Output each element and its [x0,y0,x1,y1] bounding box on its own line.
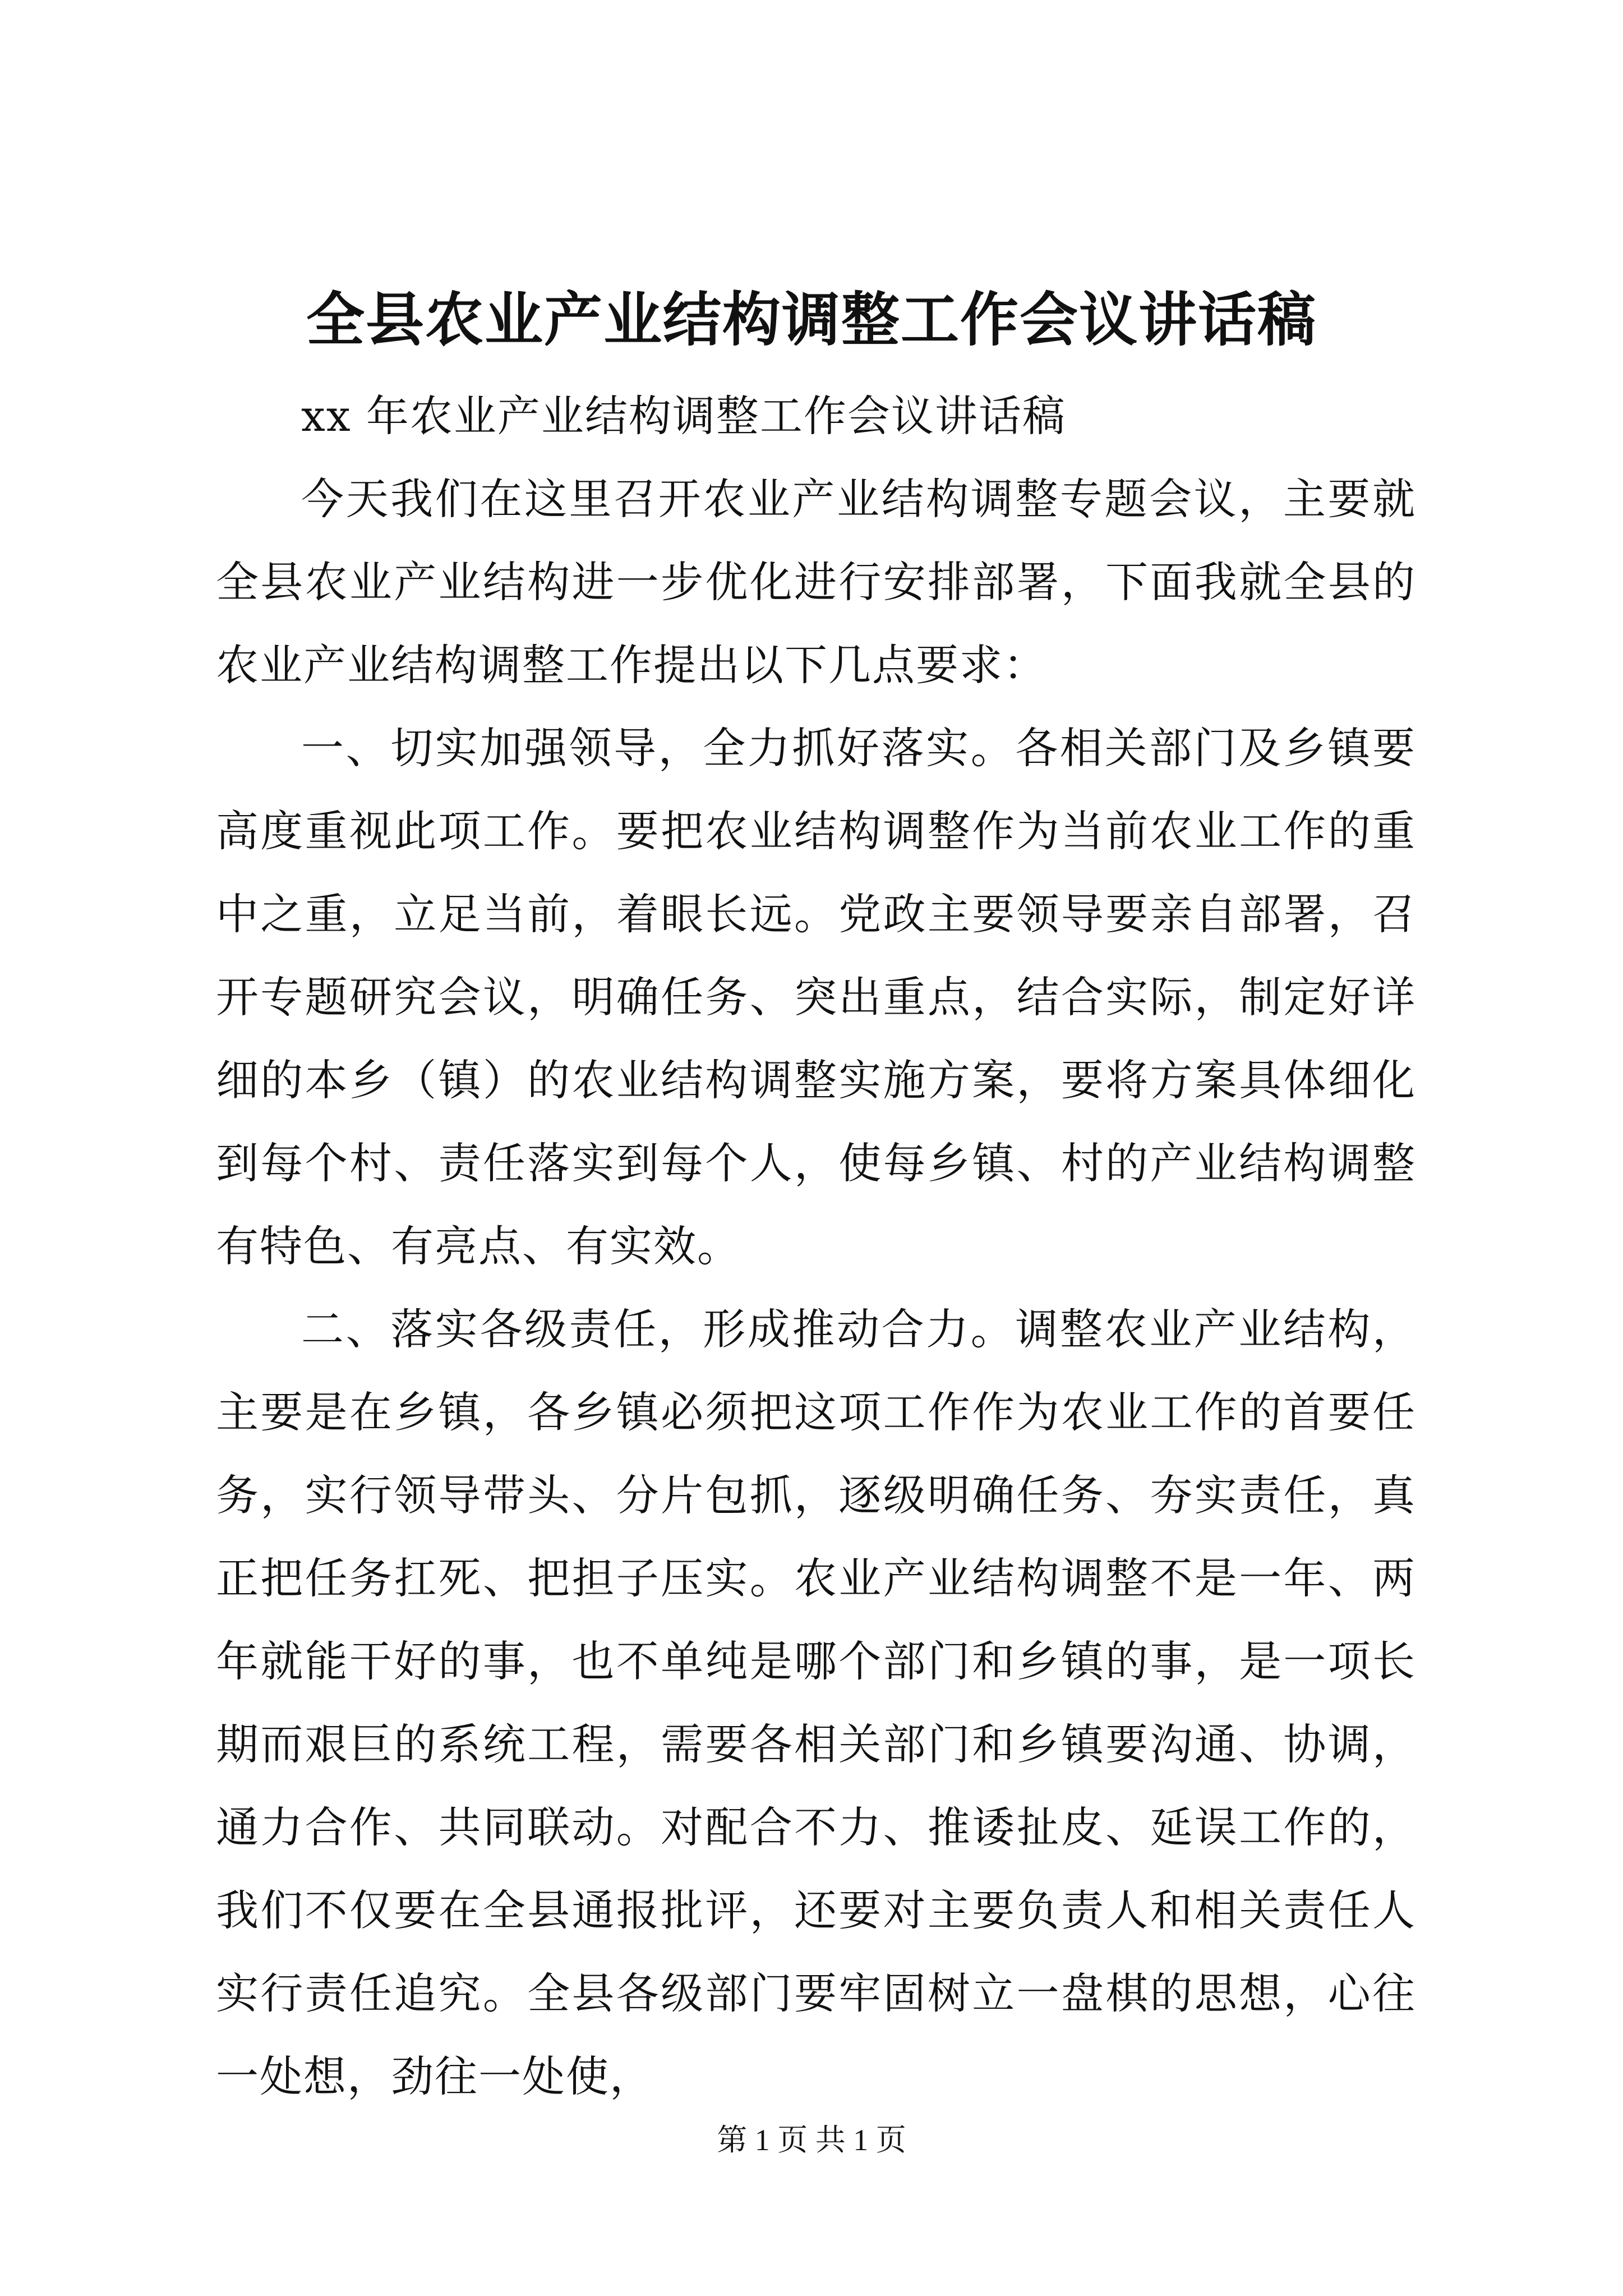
subtitle-paragraph: xx 年农业产业结构调整工作会议讲话稿 [301,391,1066,441]
page-number-footer: 第 1 页 共 1 页 [717,2123,906,2157]
document-title: 全县农业产业结构调整工作会议讲话稿 [306,285,1317,354]
intro-paragraph: 今天我们在这里召开农业产业结构调整专题会议，主要就全县农业产业结构进一步优化进行安排部署，下面我就全县的农业产业结构调整工作提出以下几点要求： [216,474,1416,690]
point-one-paragraph: 一、切实加强领导，全力抓好落实。各相关部门及乡镇要高度重视此项工作。要把农业结构调整作为当前农业工作的重中之重，立足当前，着眼长远。党政主要领导要亲自部署，召开专题研究会议，明确任务、突出重点，结合实际，制定好详细的本乡（镇）的农业结构调整实施方案，要将方案具体细化到每个村、责任落实到每个人，使每乡镇、村的产业结构调整有特色、有亮点、有实效。 [216,723,1416,1271]
document-body [216,375,1416,2118]
point-two-paragraph: 二、落实各级责任，形成推动合力。调整农业产业结构，主要是在乡镇，各乡镇必须把这项工作作为农业工作的首要任务，实行领导带头、分片包抓，逐级明确任务、夯实责任，真正把任务扛死、把担子压实。农业产业结构调整不是一年、两年就能干好的事，也不单纯是哪个部门和乡镇的事，是一项长期而艰巨的系统工程，需要各相关部门和乡镇要沟通、协调，通力合作、共同联动。对配合不力、推诿扯皮、延误工作的，我们不仅要在全县通报批评，还要对主要负责人和相关责任人实行责任追究。全县各级部门要牢固树立一盘棋的思想，心往一处想，劲往一处使， [216,1304,1416,2101]
